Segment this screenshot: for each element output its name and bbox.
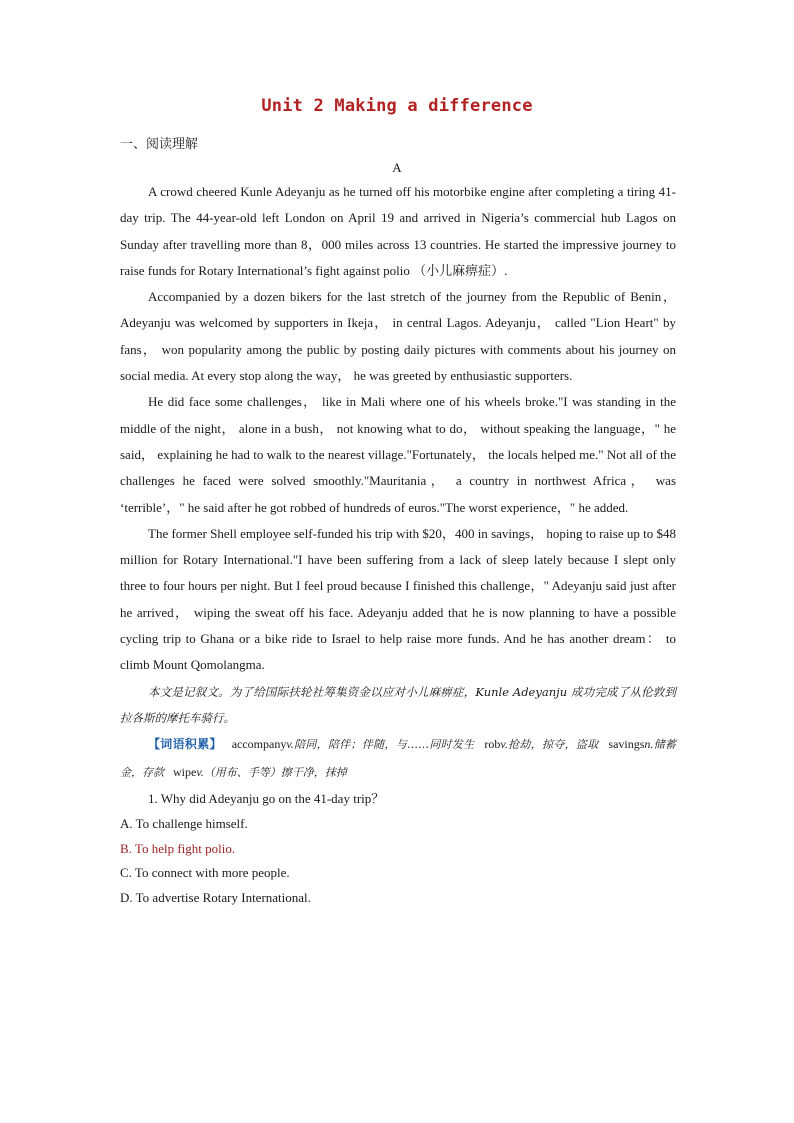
option-b: B. To help fight polio. bbox=[120, 840, 236, 856]
passage-body bbox=[120, 179, 676, 910]
answer-options bbox=[120, 812, 676, 910]
vocab-pos: v. bbox=[286, 737, 294, 752]
passage-summary: 本文是记叙文。为了给国际扶轮社筹集资金以应对小儿麻痹症，Kunle Adeyanju 成功完成了从伦敦到拉各斯的摩托车骑行。 bbox=[120, 684, 676, 725]
section-heading: 一、阅读理解 bbox=[120, 137, 199, 152]
option-a: A. To challenge himself. bbox=[120, 816, 248, 832]
vocab-pos: n. bbox=[644, 737, 654, 752]
paragraph-3: He did face some challenges， like in Mali where one of his wheels broke."I was standing in the middle of the night， alone in a bush， not knowing what to do， without speaking the language，" he said， explaining he had to walk to the nearest village."Fortunately， the locals helped me." Not all of the challenges he faced were solved smoothly."Mauritania， a country in northwest Africa， was ‘terrible’，" he said after he got robbed of hundreds of euros."The worst experience，" he added. bbox=[120, 394, 676, 515]
vocab-word: accompany bbox=[231, 737, 287, 752]
vocab-def: 储蓄金，存款 bbox=[120, 738, 676, 779]
paragraph-1: A crowd cheered Kunle Adeyanju as he turned off his motorbike engine after completing a tiring 41-day trip. The 44-year-old left London on April 19 and arrived in Nigeria’s commercial hub Lagos on Sunday after travelling more than 8，000 miles across 13 countries. He started the impressive journey to raise funds for Rotary International’s fight against polio （小儿麻痹症）. bbox=[120, 184, 676, 278]
vocab-pos: v. bbox=[500, 737, 508, 752]
vocab-pos: v. bbox=[196, 764, 204, 779]
vocab-def: 陪同，陪伴；伴随，与……同时发生 bbox=[293, 738, 475, 752]
vocab-section bbox=[120, 731, 676, 786]
vocab-label: 【词语积累】 bbox=[148, 737, 222, 752]
option-c: C. To connect with more people. bbox=[120, 865, 290, 881]
passage-label: A bbox=[392, 160, 402, 175]
paragraph-2: Accompanied by a dozen bikers for the last stretch of the journey from the Republic of Benin， Adeyanju was welcomed by supporters in Ikeja， in central Lagos. Adeyanju， called "Lion Heart" by fans， won popularity among the public by posting daily pictures with comments about his journey on social media. At every stop along the way， he was greeted by enthusiastic supporters. bbox=[120, 289, 676, 384]
option-d: D. To advertise Rotary International. bbox=[120, 889, 311, 905]
paragraph-4: The former Shell employee self-funded his trip with $20，400 in savings， hoping to raise up to $48 million for Rotary International."I have been suffering from a lack of sleep lately because I slept only three to four hours per night. But I feel proud because I finished this challenge，" Adeyanju said just after he arrived， wiping the sweat off his face. Adeyanju added that he is now planning to have a possible cycling trip to Ghana or a bike ride to Israel to help raise more funds. And he has another dream： to climb Mount Qomolangma. bbox=[120, 525, 676, 673]
vocab-word: savings bbox=[608, 737, 645, 752]
vocab-word: wipe bbox=[173, 764, 197, 779]
vocab-def: （用布、手等）擦干净，抹掉 bbox=[203, 765, 347, 779]
vocab-def: 抢劫，掠夺，盗取 bbox=[507, 738, 599, 752]
vocab-word: rob bbox=[484, 737, 501, 752]
page-title: Unit 2 Making a difference bbox=[261, 96, 533, 116]
question-stem: 1. Why did Adeyanju go on the 41-day trip？ bbox=[148, 790, 385, 806]
